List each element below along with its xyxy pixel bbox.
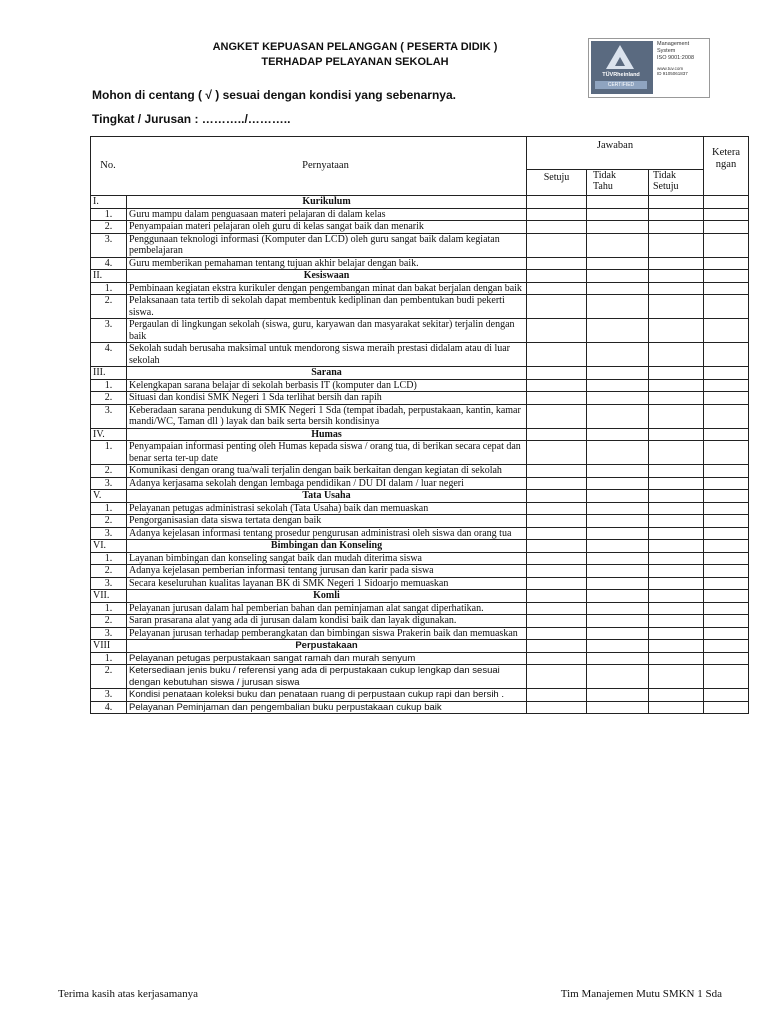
remarks-field[interactable]: [704, 652, 749, 665]
remarks-field[interactable]: [704, 441, 749, 465]
remarks-field[interactable]: [704, 502, 749, 515]
remarks-field[interactable]: [704, 208, 749, 221]
section-number: VIII: [91, 640, 127, 653]
section-row: [91, 196, 749, 209]
remarks-field[interactable]: [704, 665, 749, 689]
header-dont-know: Tidak Tahu: [587, 169, 649, 195]
answer-agree-checkbox[interactable]: [527, 502, 587, 515]
section-row: [91, 590, 749, 603]
answer-disagree-checkbox[interactable]: [649, 552, 704, 565]
statement-number: 2.: [91, 515, 127, 528]
answer-agree-checkbox[interactable]: [527, 515, 587, 528]
answer-dont-know-checkbox[interactable]: [587, 282, 649, 295]
answer-agree-cell: [527, 367, 587, 380]
answer-agree-checkbox[interactable]: [527, 257, 587, 270]
answer-disagree-checkbox[interactable]: [649, 233, 704, 257]
logo-certified-badge: CERTIFIED: [595, 81, 647, 89]
statement-number: 2.: [91, 615, 127, 628]
answer-agree-checkbox[interactable]: [527, 295, 587, 319]
answer-disagree-cell: [649, 490, 704, 503]
logo-brand: TÜVRheinland: [602, 72, 640, 78]
questionnaire-table: [90, 136, 749, 714]
answer-dont-know-checkbox[interactable]: [587, 602, 649, 615]
section-row: [91, 540, 749, 553]
statement-row: [91, 565, 749, 578]
remarks-cell: [704, 640, 749, 653]
answer-dont-know-checkbox[interactable]: [587, 689, 649, 702]
title-line-2: TERHADAP PELAYANAN SEKOLAH: [261, 56, 449, 68]
title-line-1: ANGKET KEPUASAN PELANGGAN ( PESERTA DIDIK ): [212, 41, 498, 53]
answer-dont-know-checkbox[interactable]: [587, 257, 649, 270]
answer-agree-checkbox[interactable]: [527, 665, 587, 689]
section-row: [91, 270, 749, 283]
section-row: [91, 490, 749, 503]
statement-number: 1.: [91, 379, 127, 392]
answer-agree-checkbox[interactable]: [527, 208, 587, 221]
header-statement: Pernyataan: [302, 160, 349, 172]
statement-text: Pengorganisasian data siswa tertata dengan baik: [127, 515, 527, 528]
statement-number: 1.: [91, 441, 127, 465]
logo-id: ID 9105061837: [657, 71, 688, 76]
answer-agree-checkbox[interactable]: [527, 602, 587, 615]
answer-agree-checkbox[interactable]: [527, 701, 587, 714]
section-number: VII.: [91, 590, 127, 603]
logo-line-3: ISO 9001:2008: [657, 55, 695, 61]
answer-agree-checkbox[interactable]: [527, 477, 587, 490]
statement-number: 3.: [91, 233, 127, 257]
answer-disagree-checkbox[interactable]: [649, 319, 704, 343]
remarks-field[interactable]: [704, 465, 749, 478]
header-agree: Setuju: [527, 169, 587, 195]
answer-dont-know-checkbox[interactable]: [587, 627, 649, 640]
instruction-text: Mohon di centang ( √ ) sesuai dengan kondisi yang sebenarnya.: [92, 88, 456, 102]
statement-row: [91, 221, 749, 234]
header-cell: [91, 137, 527, 196]
remarks-field[interactable]: [704, 565, 749, 578]
answer-dont-know-checkbox[interactable]: [587, 527, 649, 540]
remarks-field[interactable]: [704, 295, 749, 319]
statement-text: Penyampaian materi pelajaran oleh guru di kelas sangat baik dan menarik: [127, 221, 527, 234]
statement-text: Penyampaian informasi penting oleh Humas kepada siswa / orang tua, di berikan secara cepat dan benar serta ter-up date: [127, 441, 527, 465]
statement-text: Pelaksanaan tata tertib di sekolah dapat membentuk kediplinan dan pembentukan budi pekerti siswa.: [127, 295, 527, 319]
statement-text: Situasi dan kondisi SMK Negeri 1 Sda terlihat bersih dan rapih: [127, 392, 527, 405]
level-field-label: Tingkat / Jurusan : ………../………..: [92, 112, 291, 126]
section-row: [91, 367, 749, 380]
section-name: Tata Usaha: [127, 490, 527, 503]
answer-dont-know-cell: [587, 196, 649, 209]
statement-text: Pelayanan petugas administrasi sekolah (Tata Usaha) baik dan memuaskan: [127, 502, 527, 515]
answer-agree-checkbox[interactable]: [527, 233, 587, 257]
answer-dont-know-checkbox[interactable]: [587, 379, 649, 392]
footer-team: Tim Manajemen Mutu SMKN 1 Sda: [560, 988, 722, 1000]
statement-number: 2.: [91, 665, 127, 689]
answer-dont-know-cell: [587, 590, 649, 603]
remarks-field[interactable]: [704, 627, 749, 640]
remarks-cell: [704, 540, 749, 553]
answer-dont-know-checkbox[interactable]: [587, 665, 649, 689]
answer-disagree-checkbox[interactable]: [649, 343, 704, 367]
section-number: IV.: [91, 428, 127, 441]
statement-row: [91, 527, 749, 540]
statement-text: Saran prasarana alat yang ada di jurusan dalam kondisi baik dan layak digunakan.: [127, 615, 527, 628]
answer-dont-know-cell: [587, 367, 649, 380]
answer-dont-know-checkbox[interactable]: [587, 465, 649, 478]
answer-dont-know-checkbox[interactable]: [587, 208, 649, 221]
remarks-field[interactable]: [704, 552, 749, 565]
answer-disagree-checkbox[interactable]: [649, 208, 704, 221]
statement-text: Keberadaan sarana pendukung di SMK Negeri 1 Sda (tempat ibadah, perpustakaan, kantin, kamar mandi/WC, Taman dll ) layak dan baik serta bersih kondisinya: [127, 404, 527, 428]
statement-text: Secara keseluruhan kualitas layanan BK di SMK Negeri 1 Sidoarjo memuaskan: [127, 577, 527, 590]
statement-text: Pergaulan di lingkungan sekolah (siswa, guru, karyawan dan masyarakat sekitar) terjalin dengan baik: [127, 319, 527, 343]
statement-number: 3.: [91, 577, 127, 590]
answer-disagree-cell: [649, 540, 704, 553]
statement-number: 3.: [91, 689, 127, 702]
remarks-field[interactable]: [704, 515, 749, 528]
statement-number: 3.: [91, 477, 127, 490]
tuv-triangle-inner-icon: [615, 57, 625, 66]
answer-disagree-cell: [649, 428, 704, 441]
answer-dont-know-checkbox[interactable]: [587, 221, 649, 234]
statement-text: Kondisi penataan koleksi buku dan penataan ruang di perpustaan cukup rapi dan bersih .: [127, 689, 527, 702]
answer-agree-checkbox[interactable]: [527, 565, 587, 578]
answer-agree-checkbox[interactable]: [527, 527, 587, 540]
section-name: Sarana: [127, 367, 527, 380]
logo-info: [657, 41, 707, 76]
statement-row: [91, 577, 749, 590]
answer-disagree-checkbox[interactable]: [649, 221, 704, 234]
logo-line-1: Management: [657, 41, 690, 47]
statement-row: [91, 502, 749, 515]
statement-number: 1.: [91, 652, 127, 665]
statement-row: [91, 465, 749, 478]
statement-row: [91, 689, 749, 702]
statement-number: 2.: [91, 465, 127, 478]
statement-text: Pelayanan jurusan dalam hal pemberian bahan dan peminjaman alat sangat diperhatikan.: [127, 602, 527, 615]
answer-disagree-checkbox[interactable]: [649, 527, 704, 540]
remarks-field[interactable]: [704, 577, 749, 590]
answer-agree-cell: [527, 590, 587, 603]
answer-disagree-checkbox[interactable]: [649, 689, 704, 702]
answer-disagree-checkbox[interactable]: [649, 577, 704, 590]
remarks-cell: [704, 196, 749, 209]
answer-agree-checkbox[interactable]: [527, 379, 587, 392]
answer-dont-know-checkbox[interactable]: [587, 652, 649, 665]
statement-number: 2.: [91, 565, 127, 578]
answer-disagree-cell: [649, 640, 704, 653]
statement-number: 3.: [91, 319, 127, 343]
answer-disagree-checkbox[interactable]: [649, 615, 704, 628]
answer-disagree-checkbox[interactable]: [649, 441, 704, 465]
remarks-field[interactable]: [704, 602, 749, 615]
section-row: [91, 428, 749, 441]
remarks-field[interactable]: [704, 343, 749, 367]
statement-row: [91, 701, 749, 714]
statement-row: [91, 392, 749, 405]
answer-dont-know-cell: [587, 490, 649, 503]
section-number: III.: [91, 367, 127, 380]
remarks-field[interactable]: [704, 257, 749, 270]
answer-disagree-checkbox[interactable]: [649, 515, 704, 528]
section-name: Komli: [127, 590, 527, 603]
logo-site: www.tuv.com: [657, 66, 684, 71]
statement-number: 4.: [91, 343, 127, 367]
answer-disagree-checkbox[interactable]: [649, 392, 704, 405]
header-no: No.: [100, 160, 116, 172]
answer-agree-checkbox[interactable]: [527, 577, 587, 590]
statement-number: 1.: [91, 602, 127, 615]
section-name: Humas: [127, 428, 527, 441]
statement-row: [91, 515, 749, 528]
remarks-field[interactable]: [704, 319, 749, 343]
answer-agree-checkbox[interactable]: [527, 441, 587, 465]
section-number: I.: [91, 196, 127, 209]
statement-text: Adanya kejelasan informasi tentang prosedur pengurusan administrasi oleh siswa dan orang tua: [127, 527, 527, 540]
remarks-field[interactable]: [704, 527, 749, 540]
answer-disagree-checkbox[interactable]: [649, 477, 704, 490]
remarks-field[interactable]: [704, 615, 749, 628]
answer-disagree-checkbox[interactable]: [649, 465, 704, 478]
statement-text: Kelengkapan sarana belajar di sekolah berbasis IT (komputer dan LCD): [127, 379, 527, 392]
statement-number: 4.: [91, 257, 127, 270]
statement-row: [91, 652, 749, 665]
remarks-cell: [704, 428, 749, 441]
answer-dont-know-cell: [587, 270, 649, 283]
remarks-cell: [704, 590, 749, 603]
statement-row: [91, 615, 749, 628]
statement-text: Pembinaan kegiatan ekstra kurikuler dengan pengembangan minat dan bakat berjalan dengan baik: [127, 282, 527, 295]
statement-row: [91, 208, 749, 221]
answer-agree-checkbox[interactable]: [527, 392, 587, 405]
remarks-field[interactable]: [704, 701, 749, 714]
answer-dont-know-checkbox[interactable]: [587, 343, 649, 367]
answer-agree-cell: [527, 270, 587, 283]
statement-text: Guru mampu dalam penguasaan materi pelajaran di dalam kelas: [127, 208, 527, 221]
statement-text: Sekolah sudah berusaha maksimal untuk mendorong siswa meraih prestasi didalam atau di luar sekolah: [127, 343, 527, 367]
answer-dont-know-checkbox[interactable]: [587, 477, 649, 490]
statement-number: 3.: [91, 627, 127, 640]
statement-number: 1.: [91, 552, 127, 565]
answer-agree-checkbox[interactable]: [527, 465, 587, 478]
remarks-cell: [704, 367, 749, 380]
statement-number: 3.: [91, 527, 127, 540]
statement-number: 3.: [91, 404, 127, 428]
answer-agree-checkbox[interactable]: [527, 552, 587, 565]
statement-text: Adanya kerjasama sekolah dengan lembaga pendidikan / DU DI dalam / luar negeri: [127, 477, 527, 490]
answer-dont-know-cell: [587, 428, 649, 441]
statement-text: Pelayanan jurusan terhadap pemberangkatan dan bimbingan siswa Prakerin baik dan memuaskan: [127, 627, 527, 640]
answer-agree-cell: [527, 196, 587, 209]
answer-dont-know-checkbox[interactable]: [587, 295, 649, 319]
statement-row: [91, 441, 749, 465]
answer-dont-know-checkbox[interactable]: [587, 701, 649, 714]
answer-agree-cell: [527, 428, 587, 441]
answer-dont-know-checkbox[interactable]: [587, 319, 649, 343]
answer-disagree-checkbox[interactable]: [649, 665, 704, 689]
answer-agree-checkbox[interactable]: [527, 627, 587, 640]
header-disagree: Tidak Setuju: [649, 169, 704, 195]
answer-agree-checkbox[interactable]: [527, 343, 587, 367]
answer-agree-checkbox[interactable]: [527, 319, 587, 343]
answer-dont-know-checkbox[interactable]: [587, 615, 649, 628]
statement-row: [91, 257, 749, 270]
header-remarks: Ketera ngan: [704, 137, 749, 196]
answer-agree-cell: [527, 490, 587, 503]
statement-row: [91, 379, 749, 392]
remarks-cell: [704, 490, 749, 503]
remarks-cell: [704, 270, 749, 283]
statement-row: [91, 627, 749, 640]
remarks-field[interactable]: [704, 221, 749, 234]
answer-disagree-checkbox[interactable]: [649, 565, 704, 578]
remarks-field[interactable]: [704, 379, 749, 392]
answer-dont-know-checkbox[interactable]: [587, 565, 649, 578]
remarks-field[interactable]: [704, 477, 749, 490]
statement-row: [91, 602, 749, 615]
statement-row: [91, 282, 749, 295]
statement-number: 2.: [91, 295, 127, 319]
answer-disagree-cell: [649, 270, 704, 283]
answer-disagree-checkbox[interactable]: [649, 282, 704, 295]
answer-disagree-checkbox[interactable]: [649, 502, 704, 515]
statement-text: Guru memberikan pemahaman tentang tujuan akhir belajar dengan baik.: [127, 257, 527, 270]
answer-agree-checkbox[interactable]: [527, 652, 587, 665]
answer-dont-know-checkbox[interactable]: [587, 515, 649, 528]
answer-disagree-cell: [649, 590, 704, 603]
answer-disagree-cell: [649, 367, 704, 380]
statement-text: Adanya kejelasan pemberian informasi tentang jurusan dan karir pada siswa: [127, 565, 527, 578]
statement-row: [91, 233, 749, 257]
answer-dont-know-cell: [587, 640, 649, 653]
statement-number: 2.: [91, 221, 127, 234]
statement-number: 1.: [91, 208, 127, 221]
statement-text: Pelayanan petugas perpustakaan sangat ramah dan murah senyum: [127, 652, 527, 665]
statement-number: 2.: [91, 392, 127, 405]
logo-line-2: System: [657, 48, 676, 54]
questionnaire-body: [91, 196, 749, 714]
remarks-field[interactable]: [704, 404, 749, 428]
statement-row: [91, 295, 749, 319]
section-number: V.: [91, 490, 127, 503]
tuv-certification-logo: [588, 38, 710, 98]
answer-dont-know-checkbox[interactable]: [587, 233, 649, 257]
answer-disagree-checkbox[interactable]: [649, 295, 704, 319]
answer-agree-checkbox[interactable]: [527, 221, 587, 234]
answer-dont-know-cell: [587, 540, 649, 553]
answer-disagree-checkbox[interactable]: [649, 652, 704, 665]
answer-agree-checkbox[interactable]: [527, 282, 587, 295]
statement-number: 1.: [91, 502, 127, 515]
answer-agree-checkbox[interactable]: [527, 404, 587, 428]
statement-text: Pelayanan Peminjaman dan pengembalian buku perpustakaan cukup baik: [127, 701, 527, 714]
section-name: Bimbingan dan Konseling: [127, 540, 527, 553]
statement-text: Layanan bimbingan dan konseling sangat baik dan mudah diterima siswa: [127, 552, 527, 565]
answer-disagree-checkbox[interactable]: [649, 404, 704, 428]
answer-disagree-checkbox[interactable]: [649, 701, 704, 714]
answer-dont-know-checkbox[interactable]: [587, 502, 649, 515]
statement-text: Komunikasi dengan orang tua/wali terjalin dengan baik berkaitan dengan kegiatan di sekolah: [127, 465, 527, 478]
remarks-field[interactable]: [704, 233, 749, 257]
header-answer: Jawaban: [527, 137, 704, 170]
answer-disagree-checkbox[interactable]: [649, 602, 704, 615]
statement-text: Penggunaan teknologi informasi (Komputer dan LCD) oleh guru sangat baik dalam kegiatan pembelajaran: [127, 233, 527, 257]
remarks-field[interactable]: [704, 282, 749, 295]
answer-dont-know-checkbox[interactable]: [587, 392, 649, 405]
answer-disagree-cell: [649, 196, 704, 209]
document-title: [190, 40, 520, 70]
statement-row: [91, 404, 749, 428]
answer-agree-cell: [527, 640, 587, 653]
statement-row: [91, 665, 749, 689]
footer-thanks: Terima kasih atas kerjasamanya: [58, 988, 199, 1000]
section-row: [91, 640, 749, 653]
section-name: Kurikulum: [127, 196, 527, 209]
answer-agree-checkbox[interactable]: [527, 615, 587, 628]
answer-disagree-checkbox[interactable]: [649, 257, 704, 270]
answer-agree-cell: [527, 540, 587, 553]
statement-row: [91, 552, 749, 565]
statement-number: 4.: [91, 701, 127, 714]
statement-row: [91, 477, 749, 490]
statement-text: Ketersediaan jenis buku / referensi yang ada di perpustakaan cukup lengkap dan sesuai dengan kebutuhan siswa / jurusan siswa: [127, 665, 527, 689]
remarks-field[interactable]: [704, 689, 749, 702]
section-number: VI.: [91, 540, 127, 553]
answer-disagree-checkbox[interactable]: [649, 627, 704, 640]
answer-dont-know-checkbox[interactable]: [587, 552, 649, 565]
statement-row: [91, 343, 749, 367]
section-name: Perpustakaan: [127, 640, 527, 653]
answer-disagree-checkbox[interactable]: [649, 379, 704, 392]
answer-dont-know-checkbox[interactable]: [587, 441, 649, 465]
statement-number: 1.: [91, 282, 127, 295]
answer-agree-checkbox[interactable]: [527, 689, 587, 702]
answer-dont-know-checkbox[interactable]: [587, 577, 649, 590]
answer-dont-know-checkbox[interactable]: [587, 404, 649, 428]
statement-row: [91, 319, 749, 343]
section-number: II.: [91, 270, 127, 283]
section-name: Kesiswaan: [127, 270, 527, 283]
remarks-field[interactable]: [704, 392, 749, 405]
